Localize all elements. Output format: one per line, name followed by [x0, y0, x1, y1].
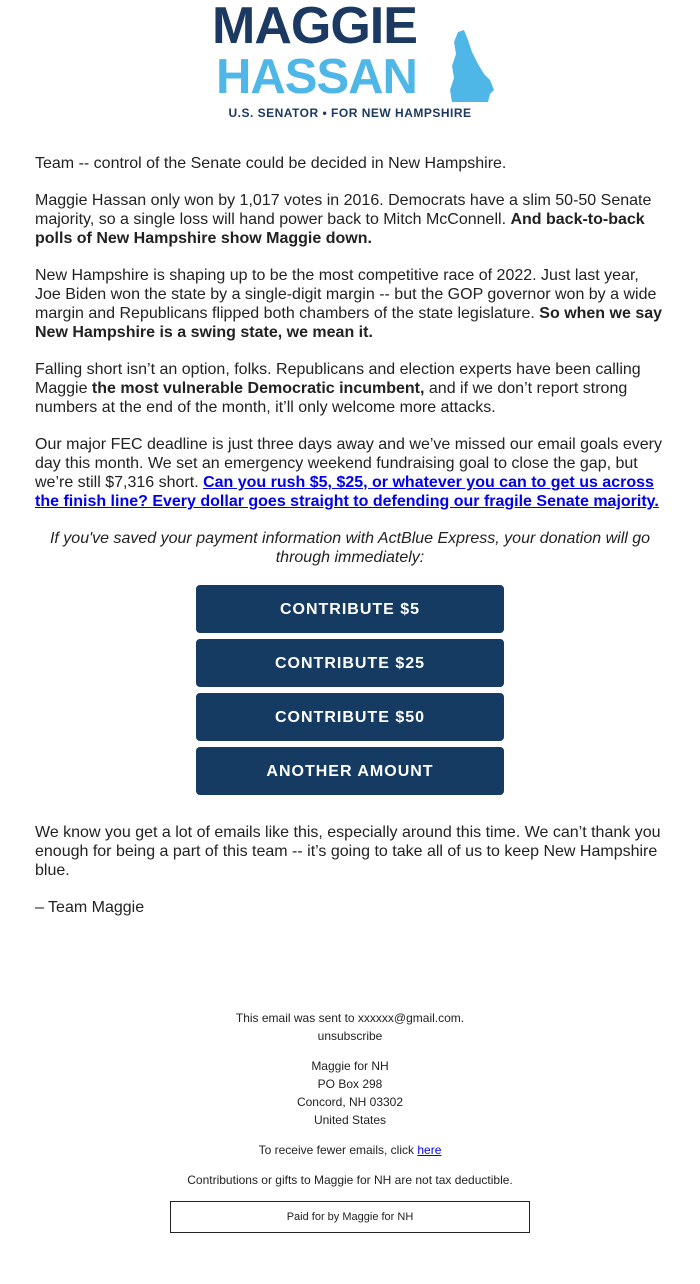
paragraph-closing: We know you get a lot of emails like this, especially around this time. We can’t thank you enough for being a part of this team -- it’s going to take all of us to keep New Hampshire blue.: [35, 824, 661, 879]
contribute-50-button[interactable]: CONTRIBUTE $50: [196, 693, 504, 741]
paragraph-votes-bold: And back-to-back polls of New Hampshire show Maggie down.: [35, 211, 645, 247]
contribute-25-button[interactable]: CONTRIBUTE $25: [196, 639, 504, 687]
tax-note: Contributions or gifts to Maggie for NH are not tax deductible.: [187, 1173, 513, 1187]
paragraph-competitive-bold: So when we say New Hampshire is a swing state, we mean it.: [35, 305, 663, 341]
fewer-emails-link[interactable]: here: [417, 1143, 442, 1157]
paid-for-text: Paid for by Maggie for NH: [286, 1211, 414, 1223]
footer-recipient: [0, 1009, 700, 1045]
paragraph-vulnerable-text-b: and if we don’t report strong numbers at the end of the month, it’ll only welcome more attacks.: [35, 380, 628, 416]
address-name: Maggie for NH: [311, 1059, 389, 1073]
fewer-emails-line: [0, 1141, 700, 1159]
paragraph-competitive-text: New Hampshire is shaping up to be the most competitive race of 2022. Just last year, Joe Biden won the state by a single-digit margin -- but the GOP governor won by a wide margin and Republicans flipped both chambers of the state legislature.: [35, 267, 657, 322]
paragraph-vulnerable: [35, 360, 665, 417]
another-amount-button[interactable]: ANOTHER AMOUNT: [196, 747, 504, 795]
address-country: United States: [313, 1113, 387, 1127]
paragraph-vulnerable-bold: the most vulnerable Democratic incumbent,: [91, 380, 425, 397]
paragraph-votes: [35, 191, 665, 248]
paragraph-deadline: [35, 435, 665, 511]
donate-link[interactable]: Can you rush $5, $25, or whatever you can to get us across the finish line? Every dollar goes straight to defending our fragile Senate majority.: [35, 474, 659, 510]
fewer-emails-text: To receive fewer emails, click: [258, 1143, 418, 1157]
signoff: – Team Maggie: [35, 899, 145, 916]
paragraph-deadline-text: Our major FEC deadline is just three days away and we’ve missed our email goals every day this month. We set an emergency weekend fundraising goal to close the gap, but we’re still $7,316 short.: [35, 436, 662, 491]
sent-to-text: This email was sent to xxxxxx@gmail.com.: [235, 1011, 465, 1025]
footer-address: [0, 1057, 700, 1129]
logo-first-name: MAGGIE: [212, 0, 417, 55]
new-hampshire-state-icon: [444, 30, 496, 104]
email-footer: [0, 1009, 700, 1233]
actblue-note: If you've saved your payment information with ActBlue Express, your donation will go through immediately:: [49, 530, 651, 566]
unsubscribe-link[interactable]: unsubscribe: [317, 1029, 383, 1043]
campaign-logo: [208, 0, 492, 130]
paid-for-box: [170, 1201, 530, 1233]
paragraph-intro: Team -- control of the Senate could be decided in New Hampshire.: [35, 155, 507, 172]
paragraph-vulnerable-text-a: Falling short isn’t an option, folks. Republicans and election experts have been calling Maggie: [35, 361, 641, 397]
contribute-buttons: [35, 585, 665, 795]
paragraph-votes-text: Maggie Hassan only won by 1,017 votes in 2016. Democrats have a slim 50-50 Senate majority, so a single loss will hand power back to Mitch McConnell.: [35, 192, 652, 228]
address-city: Concord, NH 03302: [296, 1095, 404, 1109]
email-body: [35, 154, 665, 935]
logo-tagline: U.S. SENATOR • FOR NEW HAMPSHIRE: [228, 106, 472, 120]
paragraph-competitive: [35, 266, 665, 342]
contribute-5-button[interactable]: CONTRIBUTE $5: [196, 585, 504, 633]
logo-last-name: HASSAN: [216, 50, 417, 104]
address-po-box: PO Box 298: [317, 1077, 383, 1091]
